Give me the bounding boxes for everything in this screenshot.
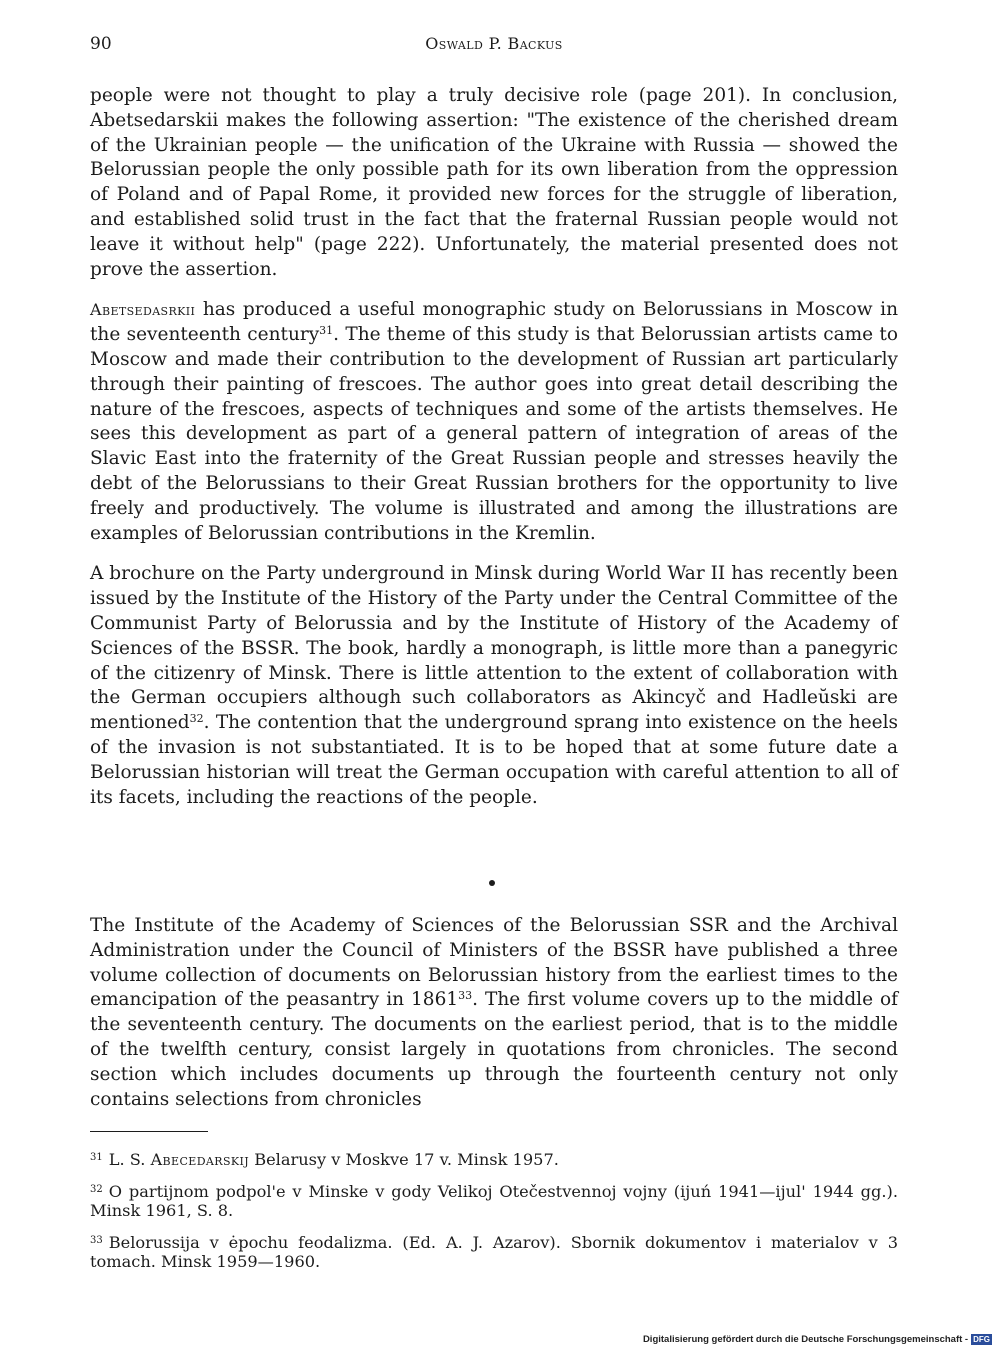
footnote-text: Belarusy v Moskve 17 v. Minsk 1957. [249, 1150, 559, 1169]
paragraph-2-text-a: has produced a useful monographic study on Belorussians in Moscow in the seventeenth century [90, 299, 898, 346]
paragraph-3-text-b: . The contention that the underground sprang into existence on the heels of the invasion is not substantiated. It is to be hoped that at some future date a Belorussian historian will treat the German occupation with careful attention to all of its facets, including the reactions of the people. [90, 712, 898, 808]
footnote-text: Belorussija v ėpochu feodalizma. (Ed. A. J. Azarov). Sbornik dokumentov i materialov v 3 tomach. Minsk 1959—1960. [90, 1232, 898, 1271]
footnote-number: 32 [90, 1183, 103, 1195]
dfg-logo: DFG [973, 1335, 990, 1344]
footnote-ref-31[interactable]: 31 [319, 324, 334, 338]
footnote-31 [90, 1150, 898, 1170]
paragraph-3-text-a: A brochure on the Party underground in Minsk during World War II has recently been issued by the Institute of the History of the Party under the Central Committee of the Communist Party of Belorussia and by the Institute of History of the Academy of Sciences of the BSSR. The book, hardly a monograph, is little more than a panegyric of the citizenry of Minsk. There is little attention to the extent of collaboration with the German occupiers although such collaborators as Akincyč and Hadleŭski are mentioned [90, 563, 898, 734]
credit-text: Digitalisierung gefördert durch die Deutsche Forschungsgemeinschaft - [642, 1334, 969, 1346]
paragraph-2 [90, 298, 898, 546]
author-smallcaps: Abetsedasrkii [90, 300, 196, 320]
footnote-ref-32[interactable]: 32 [189, 712, 204, 726]
paragraph-1: people were not thought to play a truly decisive role (page 201). In conclusion, Abetsedarskii makes the following assertion: "The existence of the cherished dream of the Ukrainian people — the unification of the Ukraine with Russia — showed the Belorussian people the only possible path for its own liberation from the oppression of Poland and of Papal Rome, it provided new forces for the struggle of liberation, and established solid trust in the fact that the fraternal Russian people would not leave it without help" (page 222). Unfortunately, the material presented does not prove the assertion. [90, 85, 898, 280]
paragraph-4-text-a: The Institute of the Academy of Sciences of the Belorussian SSR and the Archival Administration under the Council of Ministers of the BSSR have published a three volume collection of documents on Belorussian history from the earliest times to the emancipation of the peasantry in 1861 [90, 915, 898, 1011]
paragraph-4-text-b: . The first volume covers up to the middle of the seventeenth century. The documents on the earliest period, that is to the middle of the twelfth century, consist largely in quotations from chronicles. The second section which includes documents up through the fourteenth century not only contains selections from chronicles [90, 989, 898, 1110]
running-head: Oswald P. Backus [425, 34, 563, 53]
footnote-number: 31 [90, 1152, 103, 1163]
paragraph-3 [90, 562, 898, 810]
footnote-33 [90, 1233, 898, 1272]
footnote-32 [90, 1182, 898, 1221]
footnote-text: O partijnom podpol'e v Minske v gody Velikoj Otečestvennoj vojny (ijuń 1941—ijul' 1944 gg.). Minsk 1961, S. 8. [90, 1181, 898, 1220]
body-text-bottom [90, 914, 898, 1128]
page-number: 90 [90, 34, 112, 54]
footnote-author-initials: L. S. [108, 1150, 151, 1169]
section-divider-bullet [489, 880, 495, 886]
footnote-divider [90, 1131, 208, 1132]
footnotes [90, 1150, 898, 1284]
footnote-number: 33 [90, 1234, 103, 1246]
body-text-top [90, 84, 898, 826]
footnote-ref-33[interactable]: 33 [458, 989, 473, 1003]
paragraph-2-text-b: . The theme of this study is that Belorussian artists came to Moscow and made their contribution to the development of Russian art particularly through their painting of frescoes. The author goes into great detail describing the nature of the frescoes, aspects of techniques and some of the artists themselves. He sees this development as part of a general pattern of integration of areas of the Slavic East into the fraternity of the Great Russian people and stresses heavily the debt of the Belorussians to their Great Russian brothers for the opportunity to live freely and productively. The volume is illustrated and among the illustrations are examples of Belorussian contributions in the Kremlin. [90, 324, 899, 544]
paragraph-4 [90, 914, 898, 1112]
footnote-author: Abecedarskij [150, 1150, 250, 1169]
page-header [90, 34, 898, 58]
digitization-credit [643, 1334, 992, 1345]
